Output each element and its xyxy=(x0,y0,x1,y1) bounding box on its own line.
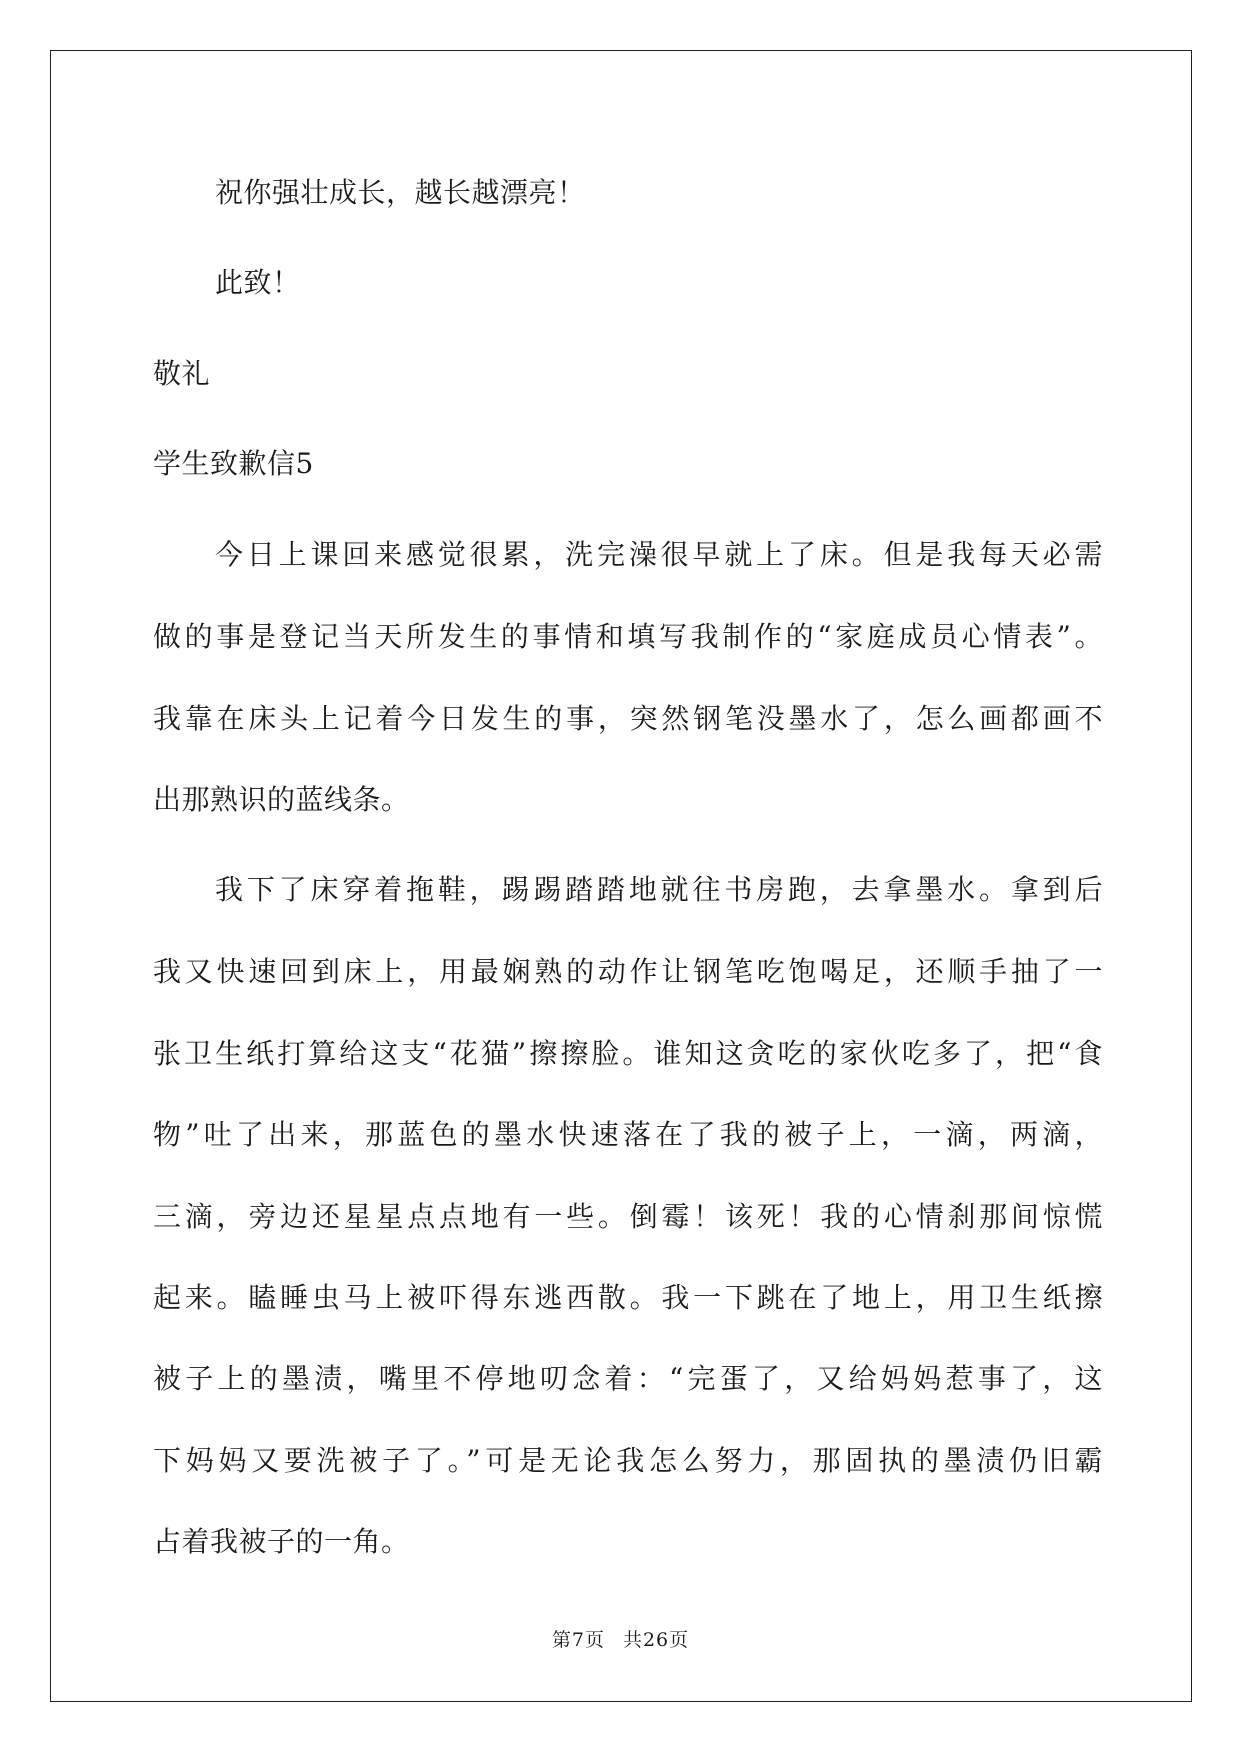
paragraph-1-line-2: 做的事是登记当天所发生的事情和填写我制作的“家庭成员心情表”。 xyxy=(153,620,1103,653)
paragraph-2-line-8: 下妈妈又要洗被子了。”可是无论我怎么努力，那固执的墨渍仍旧霸 xyxy=(153,1444,1103,1477)
closing-wish-line: 祝你强壮成长，越长越漂亮！ xyxy=(215,176,586,209)
section-heading: 学生致歉信5 xyxy=(153,447,314,480)
paragraph-2-line-5: 三滴，旁边还星星点点地有一些。倒霉！该死！我的心情刹那间惊慌 xyxy=(153,1200,1103,1233)
page-footer xyxy=(0,1628,1241,1652)
paragraph-1-line-4: 出那熟识的蓝线条。 xyxy=(153,783,410,816)
regards-line: 敬礼 xyxy=(153,357,211,390)
paragraph-2-line-3: 张卫生纸打算给这支“花猫”擦擦脸。谁知这贪吃的家伙吃多了，把“食 xyxy=(153,1037,1103,1070)
page-total: 共26页 xyxy=(622,1629,690,1651)
salutation-line: 此致！ xyxy=(215,266,301,299)
paragraph-1-line-3: 我靠在床头上记着今日发生的事，突然钢笔没墨水了，怎么画都画不 xyxy=(153,702,1103,735)
paragraph-2-line-6: 起来。瞌睡虫马上被吓得东逃西散。我一下跳在了地上，用卫生纸擦 xyxy=(153,1281,1103,1314)
paragraph-2-line-4: 物”吐了出来，那蓝色的墨水快速落在了我的被子上，一滴，两滴， xyxy=(153,1118,1103,1151)
paragraph-1-line-1: 今日上课回来感觉很累，洗完澡很早就上了床。但是我每天必需 xyxy=(215,538,1103,571)
paragraph-2-line-7: 被子上的墨渍，嘴里不停地叨念着：“完蛋了，又给妈妈惹事了，这 xyxy=(153,1362,1103,1395)
paragraph-2-line-1: 我下了床穿着拖鞋，踢踢踏踏地就往书房跑，去拿墨水。拿到后 xyxy=(215,873,1103,906)
paragraph-2-line-2: 我又快速回到床上，用最娴熟的动作让钢笔吃饱喝足，还顺手抽了一 xyxy=(153,955,1103,988)
page-number: 第7页 xyxy=(551,1629,605,1651)
paragraph-2-line-9: 占着我被子的一角。 xyxy=(153,1525,410,1558)
